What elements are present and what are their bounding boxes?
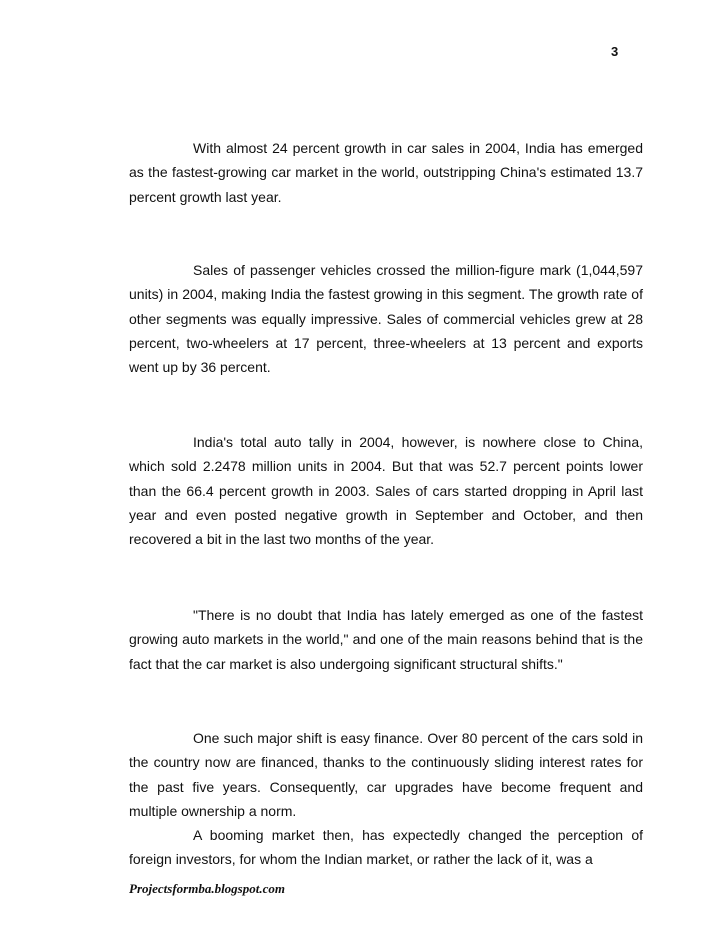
paragraph-auto-tally: India's total auto tally in 2004, however, is nowhere close to China, which sold 2.2478 million units in 2004. But that was 52.7 percent points lower than the 66.4 percent growth in 2003. Sales of cars started dropping in April last year and even posted negative growth in September and October, and then recovered a bit in the last two months of the year. (129, 434, 643, 548)
footer-blog-url: Projectsformba.blogspot.com (129, 881, 285, 896)
page-number: 3 (611, 44, 619, 59)
paragraph-passenger-vehicles: Sales of passenger vehicles crossed the million-figure mark (1,044,597 units) in 2004, making India the fastest growing in this segment. The growth rate of other segments was equally impressive. Sales of commercial vehicles grew at 28 percent, two-wheelers at 17 percent, three-wheelers at 13 percent and exports went up by 36 percent. (129, 262, 643, 376)
paragraph-foreign-investors: A booming market then, has expectedly changed the perception of foreign investors, for whom the Indian market, or rather the lack of it, was a (129, 827, 643, 868)
paragraph-car-sales-growth: With almost 24 percent growth in car sales in 2004, India has emerged as the fastest-growing car market in the world, outstripping China's estimated 13.7 percent growth last year. (129, 140, 643, 205)
paragraph-structural-shifts: "There is no doubt that India has lately emerged as one of the fastest growing auto markets in the world," and one of the main reasons behind that is the fact that the car market is also undergoing significant structural shifts." (129, 607, 643, 672)
paragraph-easy-finance: One such major shift is easy finance. Over 80 percent of the cars sold in the country now are financed, thanks to the continuously sliding interest rates for the past five years. Consequently, car upgrades have become frequent and multiple ownership a norm. (129, 730, 643, 819)
